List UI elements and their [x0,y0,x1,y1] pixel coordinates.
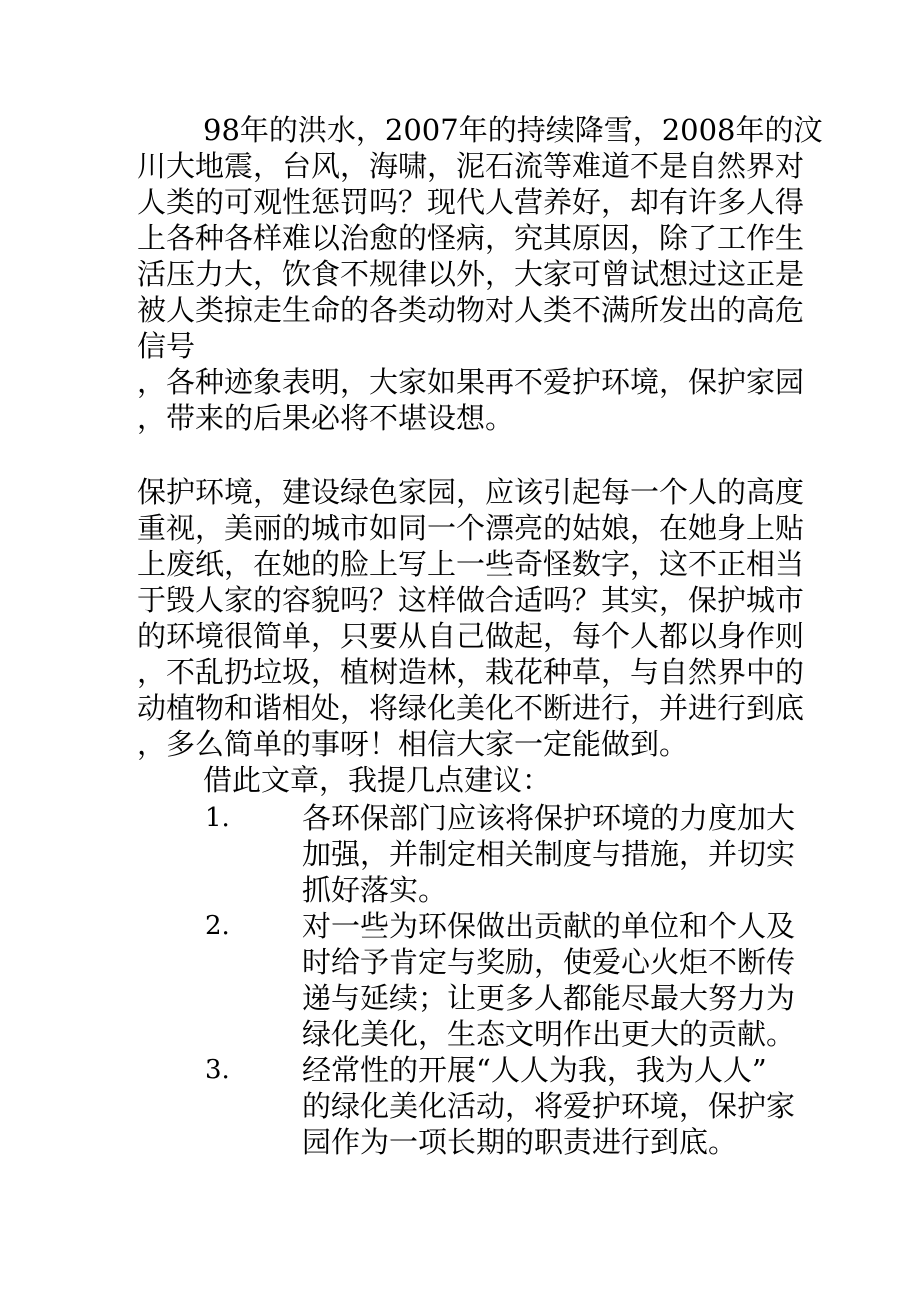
paragraph-line: 上各种各样难以治愈的怪病，究其原因，除了工作生 [137,221,805,255]
paragraph-line: 信号 [137,329,196,363]
list-item-line: 各环保部门应该将保护环境的力度加大 [302,801,796,835]
paragraph-line: ，多么简单的事呀！相信大家一定能做到。 [137,727,689,761]
paragraph-line: 人类的可观性惩罚吗？现代人营养好，却有许多人得 [137,185,805,219]
paragraph-line: 上废纸，在她的脸上写上一些奇怪数字，这不正相当 [137,547,805,581]
paragraph-line: ，不乱扔垃圾，植树造林，栽花种草，与自然界中的 [137,655,805,689]
list-item-line: 递与延续；让更多人都能尽最大努力为 [302,981,796,1015]
paragraph-line: 动植物和谐相处，将绿化美化不断进行，并进行到底 [137,691,805,725]
list-item-line: 的绿化美化活动，将爱护环境，保护家 [302,1089,796,1123]
paragraph-line: 被人类掠走生命的各类动物对人类不满所发出的高危 [137,293,805,327]
paragraph-line: 川大地震，台风，海啸，泥石流等难道不是自然界对 [137,149,805,183]
list-item-line: 加强，并制定相关制度与措施，并切实 [302,837,796,871]
list-item-line: 绿化美化，生态文明作出更大的贡献。 [302,1017,796,1051]
paragraph-line: 重视，美丽的城市如同一个漂亮的姑娘，在她身上贴 [137,511,805,545]
list-number: 2. [205,911,230,941]
list-item-line: 园作为一项长期的职责进行到底。 [302,1125,738,1159]
suggestions-intro: 借此文章，我提几点建议： [203,763,552,797]
paragraph-line: 98年的洪水，2007年的持续降雪，2008年的汶 [203,113,823,147]
paragraph-line: ，带来的后果必将不堪设想。 [137,401,515,435]
list-item-line: 经常性的开展“人人为我，我为人人” [302,1053,767,1087]
paragraph-line: 活压力大，饮食不规律以外，大家可曾试想过这正是 [137,257,805,291]
list-item-line: 时给予肯定与奖励，使爱心火炬不断传 [302,945,796,979]
list-number: 3. [205,1055,230,1085]
paragraph-line: ，各种迹象表明，大家如果再不爱护环境，保护家园 [137,365,805,399]
paragraph-line: 的环境很简单，只要从自己做起，每个人都以身作则 [137,619,805,653]
list-number: 1. [205,803,230,833]
paragraph-line: 保护环境，建设绿色家园，应该引起每一个人的高度 [137,475,805,509]
paragraph-line: 于毁人家的容貌吗？这样做合适吗？其实，保护城市 [137,583,805,617]
list-item-line: 抓好落实。 [302,873,448,907]
list-item-line: 对一些为环保做出贡献的单位和个人及 [302,909,796,943]
